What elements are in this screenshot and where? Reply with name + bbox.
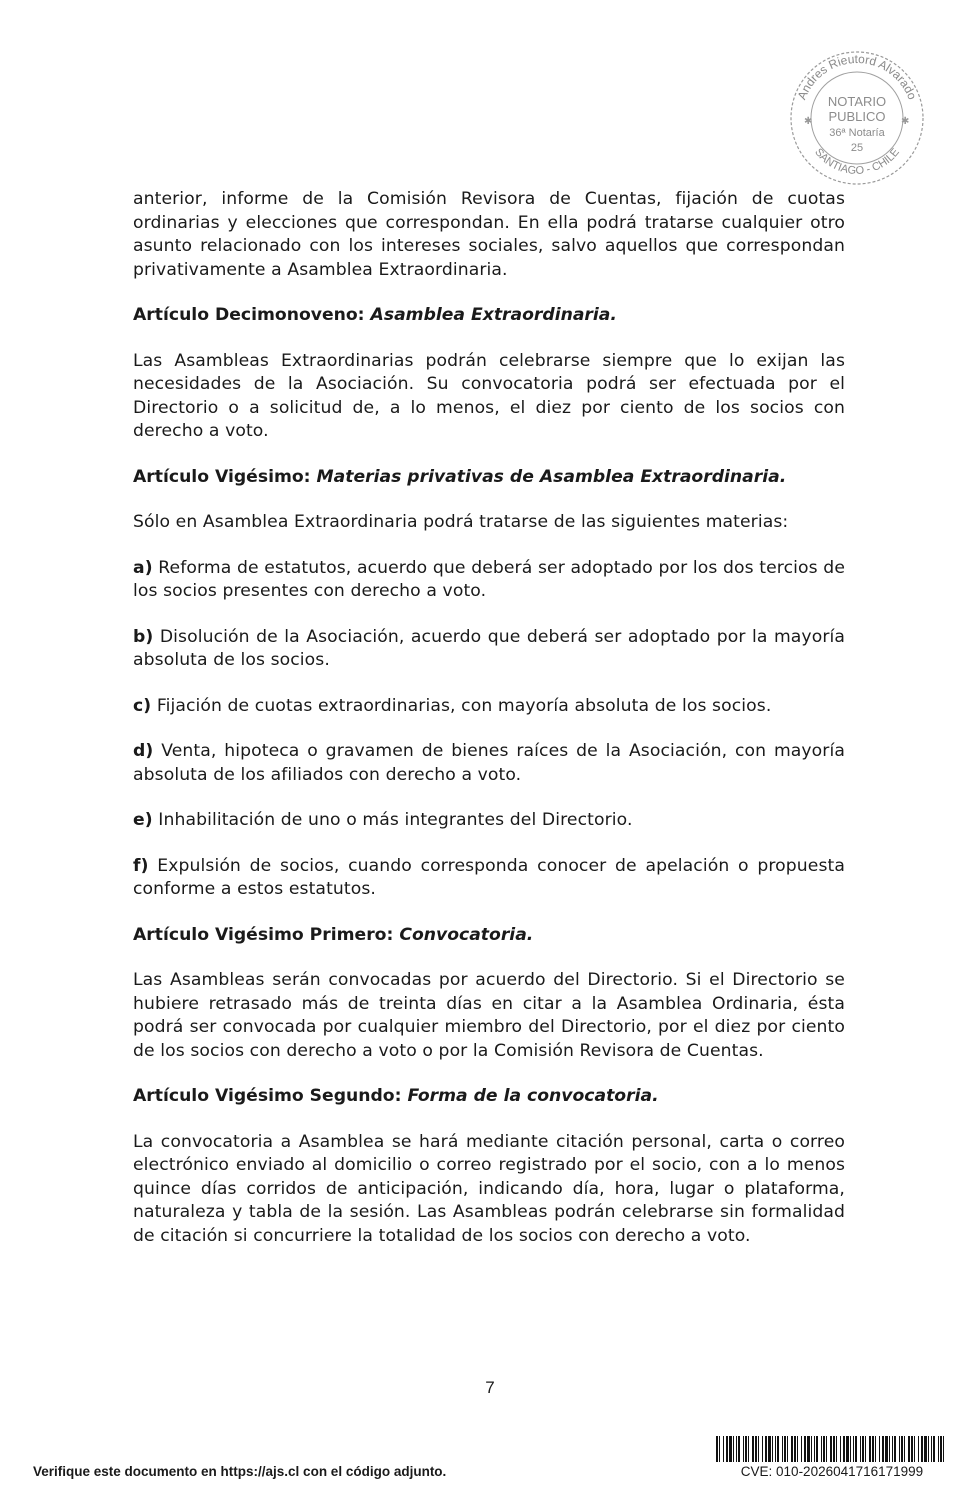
- notary-seal: [784, 48, 930, 188]
- seal-ring-top: Andres Rieutord Alvarado: [794, 51, 920, 102]
- article-21-text: Las Asambleas serán convocadas por acuerdo del Directorio. Si el Directorio se hubiere retrasado más de treinta días en citar a la Asamblea Ordinaria, ésta podrá ser convocada por cualquier miembro del Directorio, por el diez por ciento de los socios con derecho a voto o por la Comisión Revisora de Cuentas.: [133, 970, 845, 1061]
- barcode: [716, 1436, 948, 1462]
- article-19-heading: [133, 304, 845, 328]
- cve-code: CVE: 010-2026041716171999: [740, 1464, 924, 1479]
- article-22-title: Forma de la convocatoria.: [407, 1086, 659, 1106]
- item-letter: d): [133, 741, 154, 761]
- article-19-title: Asamblea Extraordinaria.: [370, 305, 617, 325]
- list-item: [133, 557, 845, 604]
- article-19-label: Artículo Decimonoveno:: [133, 305, 365, 325]
- document-body: [133, 188, 845, 1248]
- seal-line-3: 36ª Notaría: [829, 127, 885, 139]
- article-21-title: Convocatoria.: [399, 924, 534, 945]
- seal-line-1: NOTARIO: [827, 94, 887, 109]
- item-letter: c): [133, 695, 152, 716]
- item-letter: f): [133, 855, 149, 876]
- list-item: [133, 740, 845, 787]
- article-20-label: Artículo Vigésimo:: [133, 466, 311, 487]
- list-item: [133, 855, 845, 902]
- article-20-title: Materias privativas de Asamblea Extraordinaria.: [316, 466, 787, 487]
- item-text: Disolución de la Asociación, acuerdo que deberá ser adoptado por la mayoría absoluta de los socios.: [133, 626, 845, 670]
- seal-line-4: 25: [850, 142, 864, 154]
- seal-star-icon: ✱: [804, 116, 813, 127]
- verification-note: Verifique este documento en https://ajs.cl con el código adjunto.: [33, 1464, 447, 1479]
- seal-ring-bottom: SANTIAGO - CHILE: [812, 146, 902, 178]
- list-item: [133, 695, 845, 719]
- item-text: Venta, hipoteca o gravamen de bienes raíces de la Asociación, con mayoría absoluta de los afiliados con derecho a voto.: [133, 741, 845, 785]
- item-letter: a): [133, 557, 153, 578]
- article-19-text: Las Asambleas Extraordinarias podrán celebrarse siempre que lo exijan las necesidades de la Asociación. Su convocatoria podrá ser efectuada por el Directorio o a solicitud de, a lo menos, el diez por ciento de los socios con derecho a voto.: [133, 350, 845, 441]
- article-22-text: La convocatoria a Asamblea se hará mediante citación personal, carta o correo electrónico enviado al domicilio o correo registrado por el socio, con a lo menos quince días corridos de anticipación, indicando día, hora, lugar o plataforma, naturaleza y tabla de la sesión. Las Asambleas podrán celebrarse sin formalidad de citación si concurriere la totalidad de los socios con derecho a voto.: [133, 1131, 845, 1246]
- list-item: [133, 809, 845, 833]
- item-letter: b): [133, 626, 154, 647]
- article-22-heading: [133, 1085, 845, 1109]
- article-21-label: Artículo Vigésimo Primero:: [133, 924, 394, 945]
- article-21-heading: [133, 924, 845, 948]
- item-letter: e): [133, 810, 153, 830]
- article-20-heading: [133, 466, 845, 490]
- page-number: 7: [485, 1378, 495, 1397]
- seal-line-2: PUBLICO: [828, 109, 886, 124]
- seal-star-icon: ✱: [901, 116, 910, 127]
- intro-paragraph: anterior, informe de la Comisión Revisora de Cuentas, fijación de cuotas ordinarias y elecciones que correspondan. En ella podrá tratarse cualquier otro asunto relacionado con los intereses sociales, salvo aquellos que correspondan privativamente a Asamblea Extraordinaria.: [133, 189, 845, 280]
- item-text: Reforma de estatutos, acuerdo que deberá ser adoptado por los dos tercios de los socios presentes con derecho a voto.: [133, 557, 845, 601]
- article-20-text: Sólo en Asamblea Extraordinaria podrá tratarse de las siguientes materias:: [133, 512, 789, 532]
- item-text: Fijación de cuotas extraordinarias, con mayoría absoluta de los socios.: [156, 695, 772, 716]
- list-item: [133, 626, 845, 673]
- item-text: Expulsión de socios, cuando corresponda conocer de apelación o propuesta conforme a estos estatutos.: [133, 855, 845, 899]
- item-text: Inhabilitación de uno o más integrantes del Directorio.: [158, 810, 633, 830]
- article-22-label: Artículo Vigésimo Segundo:: [133, 1086, 402, 1106]
